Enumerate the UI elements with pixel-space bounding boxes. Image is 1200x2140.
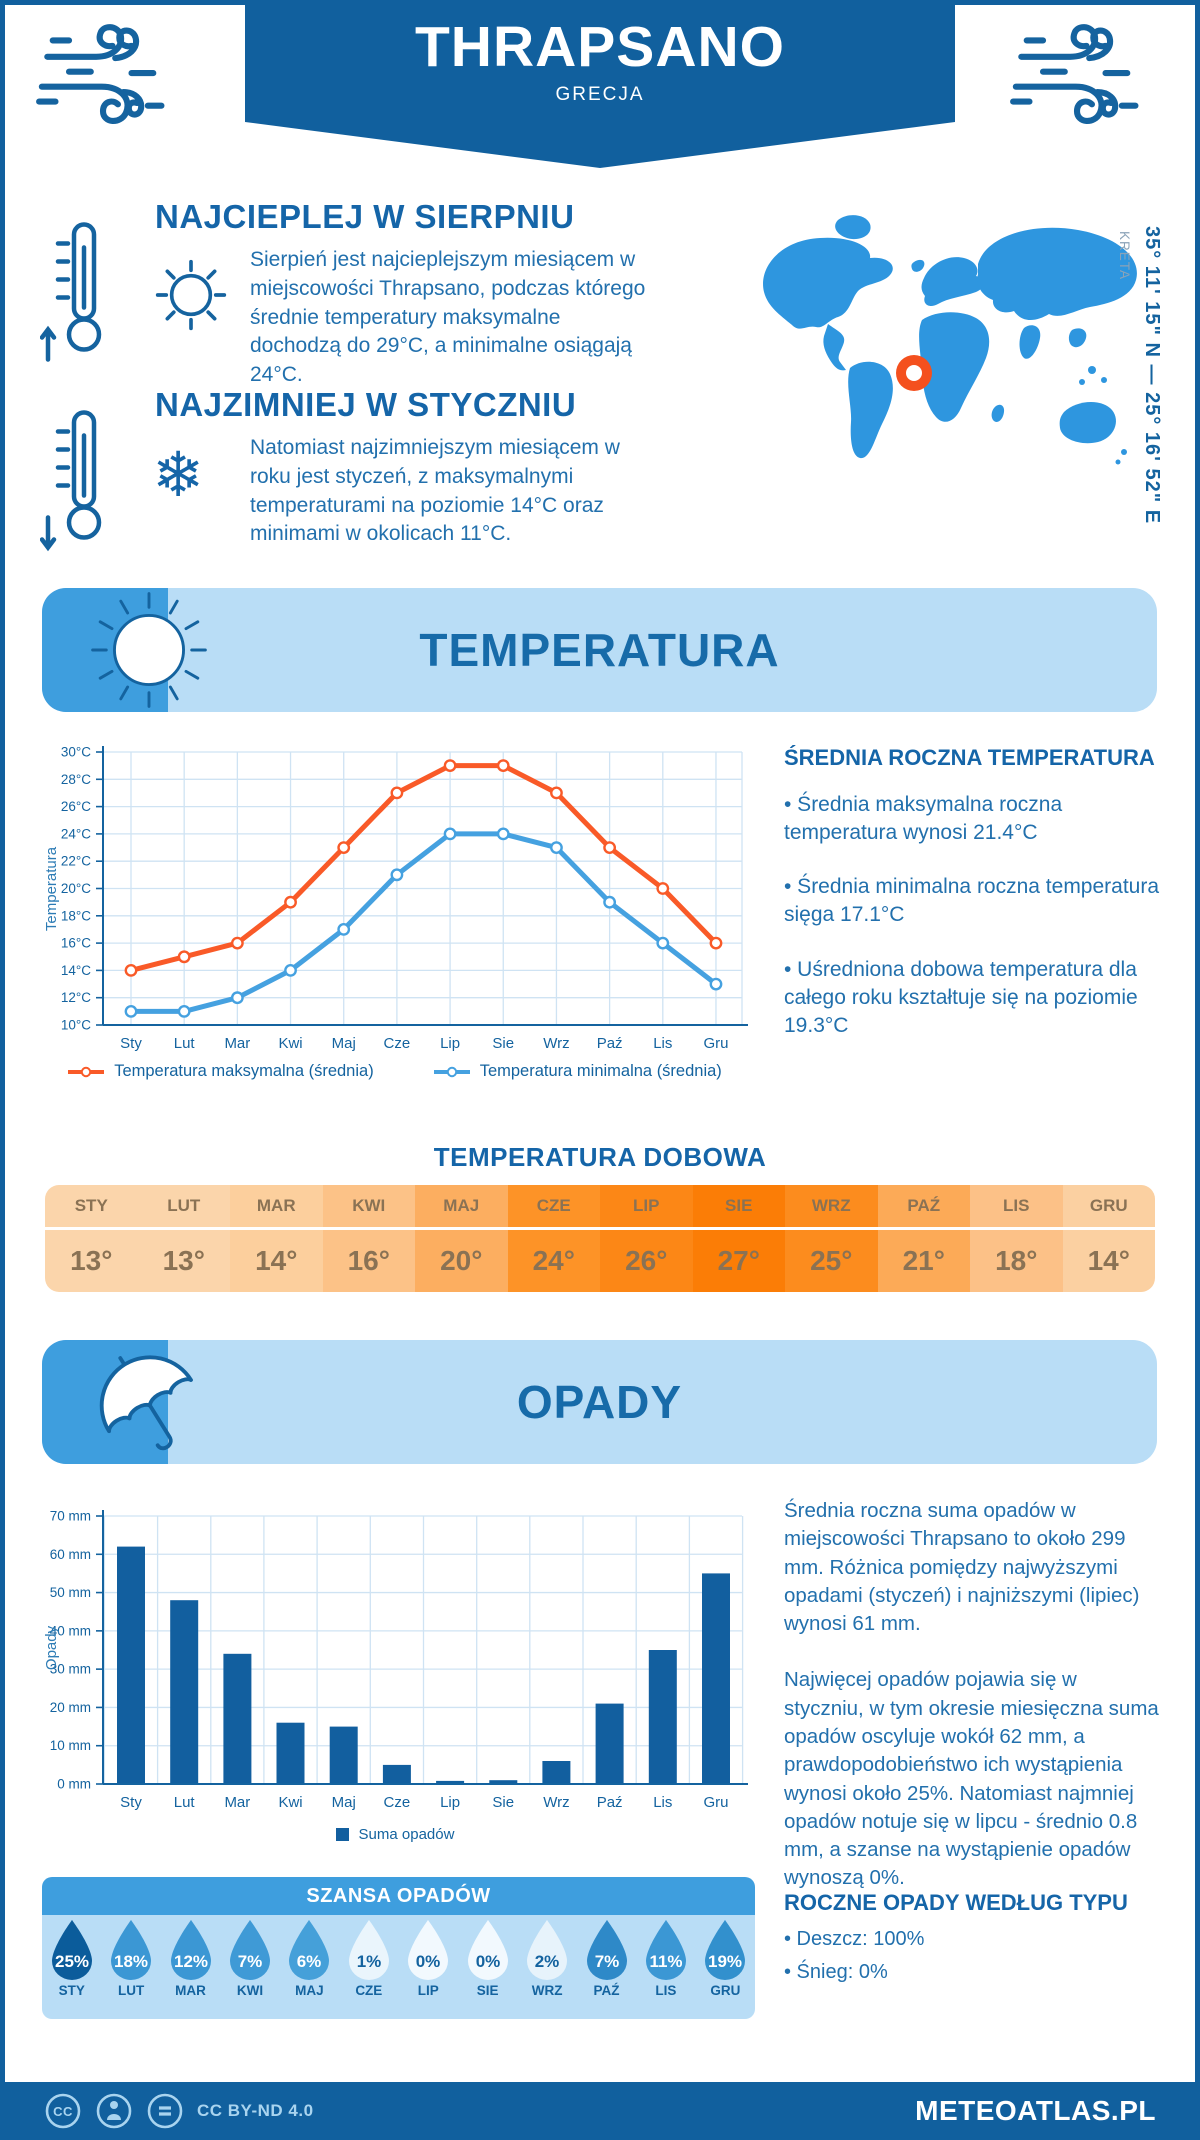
svg-text:Lut: Lut — [173, 1794, 195, 1811]
license-label: CC BY-ND 4.0 — [197, 2101, 314, 2120]
legend-item — [68, 1062, 374, 1081]
chance-month-label: LUT — [118, 1983, 145, 1998]
precipitation-type-bullet: • Deszcz: 100% — [784, 1928, 925, 1950]
raindrop-icon — [226, 1919, 274, 1981]
raindrop-icon — [48, 1919, 96, 1981]
precipitation-chart-legend — [40, 1826, 750, 1843]
chance-drop-cell — [636, 1919, 695, 2019]
banner-ribbon-point — [245, 122, 955, 168]
daily-month-label: MAJ — [415, 1185, 508, 1230]
raindrop-icon — [701, 1919, 749, 1981]
wind-icon — [28, 16, 178, 141]
footer-bar — [0, 2082, 1200, 2140]
daily-table-column — [45, 1185, 138, 1292]
svg-text:50 mm: 50 mm — [49, 1585, 91, 1601]
daily-temp-value: 27° — [717, 1245, 760, 1276]
chance-month-label: MAR — [175, 1983, 206, 1998]
raindrop-icon — [464, 1919, 512, 1981]
daily-temp-value: 18° — [995, 1245, 1038, 1276]
raindrop-icon — [583, 1919, 631, 1981]
svg-text:Cze: Cze — [383, 1794, 411, 1811]
svg-text:Lip: Lip — [440, 1794, 461, 1811]
svg-text:20°C: 20°C — [60, 881, 91, 896]
daily-temp-value: 21° — [902, 1245, 945, 1276]
wind-icon — [1002, 16, 1152, 141]
page-border-left — [0, 0, 5, 2140]
svg-text:Lis: Lis — [653, 1035, 673, 1052]
daily-month-label: CZE — [508, 1185, 601, 1230]
precipitation-chance-drops — [42, 1915, 755, 2019]
chance-month-label: WRZ — [531, 1983, 563, 1998]
location-marker — [896, 355, 932, 391]
svg-text:Wrz: Wrz — [543, 1035, 570, 1052]
daily-temp-value: 20° — [440, 1245, 483, 1276]
daily-month-label: SIE — [693, 1185, 786, 1230]
svg-text:Mar: Mar — [224, 1794, 251, 1811]
chance-month-label: MAJ — [295, 1983, 324, 1998]
svg-text:Sie: Sie — [492, 1035, 515, 1052]
chance-month-label: SIE — [476, 1983, 499, 1998]
daily-table-column — [970, 1185, 1063, 1292]
raindrop-icon — [107, 1919, 155, 1981]
legend-swatch — [336, 1828, 349, 1841]
daily-table-column — [785, 1185, 878, 1292]
daily-table-column — [508, 1185, 601, 1292]
daily-table-column — [230, 1185, 323, 1292]
daily-table-column — [415, 1185, 508, 1292]
raindrop-icon — [285, 1919, 333, 1981]
chance-month-label: CZE — [355, 1983, 383, 1998]
chance-month-label: PAŹ — [593, 1983, 620, 1998]
svg-text:25%: 25% — [54, 1952, 89, 1971]
precipitation-type-block — [784, 1890, 1162, 1986]
daily-table-column — [1063, 1185, 1156, 1292]
temperature-aside-bullet: • Uśredniona dobowa temperatura dla całego roku kształtuje się na poziomie 19.3°C — [784, 957, 1138, 1037]
daily-temp-value: 26° — [625, 1245, 668, 1276]
raindrop-icon — [167, 1919, 215, 1981]
svg-text:Maj: Maj — [331, 1794, 356, 1811]
svg-text:20 mm: 20 mm — [49, 1699, 91, 1715]
legend-item — [336, 1826, 455, 1843]
precipitation-paragraph: Najwięcej opadów pojawia się w styczniu, w tym okresie miesięczna suma opadów oscyluje wokół 62 mm, a prawdopodobieństwo ich wystąpienia wynosi około 25%. Natomiast najmniej opadów notuje się w lipcu - średnio 0.8 mm, a szanse na wystąpienie opadów wynoszą 0%. — [784, 1668, 1159, 1890]
warm-section-title: NAJCIEPLEJ W SIERPNIU — [155, 198, 575, 235]
svg-text:Kwi: Kwi — [278, 1035, 303, 1052]
svg-text:12°C: 12°C — [60, 990, 91, 1006]
svg-text:60 mm: 60 mm — [49, 1546, 91, 1562]
temperature-aside-bullet: • Średnia minimalna roczna temperatura sięga 17.1°C — [784, 875, 1160, 927]
temperature-section-band — [42, 588, 1157, 712]
cc-icon — [44, 2092, 82, 2130]
svg-text:12%: 12% — [173, 1952, 208, 1971]
page-border-right — [1195, 0, 1200, 2140]
svg-text:Sty: Sty — [120, 1035, 142, 1052]
raindrop-icon — [404, 1919, 452, 1981]
raindrop-icon — [345, 1919, 393, 1981]
svg-text:Lis: Lis — [653, 1794, 673, 1811]
daily-month-label: LIP — [600, 1185, 693, 1230]
svg-text:14°C: 14°C — [60, 962, 91, 978]
svg-text:Cze: Cze — [383, 1035, 411, 1052]
svg-text:10 mm: 10 mm — [49, 1738, 91, 1754]
daily-temp-value: 13° — [70, 1245, 113, 1276]
precipitation-band-title: OPADY — [516, 1376, 683, 1428]
precipitation-chance-box — [42, 1877, 755, 2019]
svg-text:7%: 7% — [237, 1952, 263, 1971]
svg-text:24°C: 24°C — [60, 826, 91, 842]
svg-text:6%: 6% — [297, 1952, 322, 1971]
header-banner — [245, 0, 955, 122]
svg-text:Gru: Gru — [703, 1035, 729, 1052]
precipitation-type-bullet: • Śnieg: 0% — [784, 1960, 888, 1983]
svg-text:40 mm: 40 mm — [49, 1623, 91, 1639]
daily-table-column — [323, 1185, 416, 1292]
svg-text:2%: 2% — [534, 1952, 560, 1971]
temperature-line-chart — [40, 737, 750, 1072]
daily-month-label: MAR — [230, 1185, 323, 1230]
chance-drop-cell — [161, 1919, 220, 2019]
chance-drop-cell — [458, 1919, 517, 2019]
sun-band-icon — [84, 590, 214, 710]
chance-drop-cell — [101, 1919, 160, 2019]
temperature-aside-bullet: • Średnia maksymalna roczna temperatura wynosi 21.4°C — [784, 793, 1063, 845]
world-map — [742, 200, 1142, 495]
svg-text:19%: 19% — [708, 1952, 743, 1971]
precipitation-chance-title: SZANSA OPADÓW — [42, 1877, 755, 1915]
license-block — [44, 2092, 314, 2130]
temperature-aside — [784, 745, 1162, 1066]
precipitation-type-title: ROCZNE OPADY WEDŁUG TYPU — [784, 1890, 1128, 1915]
chance-drop-cell — [339, 1919, 398, 2019]
temperature-chart-legend — [40, 1062, 750, 1081]
cc-nd-equals-icon — [146, 2092, 184, 2130]
thermometer-down-icon — [40, 388, 120, 573]
svg-text:Gru: Gru — [703, 1794, 729, 1811]
chance-drop-cell — [517, 1919, 576, 2019]
legend-label: Suma opadów — [358, 1826, 455, 1843]
svg-text:28°C: 28°C — [60, 771, 91, 787]
svg-text:Mar: Mar — [224, 1035, 251, 1052]
sun-icon — [148, 252, 234, 338]
cold-section-title: NAJZIMNIEJ W STYCZNIU — [155, 386, 577, 423]
svg-text:7%: 7% — [594, 1952, 619, 1971]
svg-text:1%: 1% — [356, 1952, 382, 1971]
legend-item — [434, 1062, 722, 1081]
page-subtitle: GRECJA — [555, 84, 645, 105]
svg-text:Wrz: Wrz — [543, 1794, 570, 1811]
legend-label: Temperatura maksymalna (średnia) — [114, 1062, 374, 1080]
precipitation-bar-chart — [40, 1490, 750, 1825]
svg-text:Maj: Maj — [331, 1035, 356, 1052]
chance-drop-cell — [577, 1919, 636, 2019]
svg-text:11%: 11% — [649, 1952, 683, 1971]
daily-table-column — [138, 1185, 231, 1292]
daily-month-label: KWI — [323, 1185, 416, 1230]
daily-month-label: WRZ — [785, 1185, 878, 1230]
svg-text:Sty: Sty — [120, 1794, 142, 1811]
daily-temp-value: 14° — [1087, 1245, 1130, 1276]
chance-month-label: KWI — [236, 1983, 264, 1998]
svg-text:16°C: 16°C — [60, 935, 91, 951]
daily-temp-value: 24° — [532, 1245, 575, 1276]
region-label: KRETA — [1117, 231, 1132, 281]
svg-text:30°C: 30°C — [60, 744, 91, 760]
thermometer-up-icon — [40, 200, 120, 385]
svg-text:Lip: Lip — [440, 1035, 461, 1052]
daily-table-column — [693, 1185, 786, 1292]
chance-drop-cell — [696, 1919, 755, 2019]
page-title: THRAPSANO — [414, 15, 785, 79]
daily-month-label: LIS — [970, 1185, 1063, 1230]
chance-drop-cell — [220, 1919, 279, 2019]
daily-month-label: STY — [45, 1185, 138, 1230]
raindrop-icon — [523, 1919, 571, 1981]
daily-temp-value: 16° — [347, 1245, 390, 1276]
daily-month-label: PAŹ — [878, 1185, 971, 1230]
chance-drop-cell — [42, 1919, 101, 2019]
svg-text:10°C: 10°C — [60, 1017, 91, 1033]
svg-text:30 mm: 30 mm — [49, 1661, 91, 1677]
daily-temp-value: 25° — [810, 1245, 853, 1276]
svg-text:Paź: Paź — [596, 1794, 623, 1811]
coordinates-label: 35° 11' 15" N — 25° 16' 52" E — [1141, 226, 1163, 525]
svg-text:22°C: 22°C — [60, 853, 91, 869]
svg-text:Opady: Opady — [43, 1625, 60, 1671]
svg-text:0%: 0% — [415, 1952, 441, 1971]
daily-month-label: LUT — [138, 1185, 231, 1230]
temperature-band-title: TEMPERATURA — [419, 624, 780, 676]
cold-section-text: Natomiast najzimniejszym miesiącem w roku jest styczeń, z maksymalnymi temperaturami na poziomie 14°C oraz minimami w okolicach 11°C. — [250, 436, 620, 546]
svg-text:Temperatura: Temperatura — [43, 846, 60, 932]
chance-month-label: LIS — [655, 1983, 677, 1998]
daily-temp-value: 13° — [162, 1245, 205, 1276]
svg-text:Paź: Paź — [596, 1035, 623, 1052]
chance-drop-cell — [399, 1919, 458, 2019]
svg-text:0 mm: 0 mm — [57, 1776, 91, 1792]
precipitation-section-band — [42, 1340, 1157, 1464]
precipitation-aside — [784, 1497, 1162, 1893]
daily-temp-value: 14° — [255, 1245, 298, 1276]
precipitation-paragraph: Średnia roczna suma opadów w miejscowości Thrapsano to około 299 mm. Różnica pomiędzy najwyższymi opadami (styczeń) i najniższymi (lipiec) wynosi 61 mm. — [784, 1499, 1140, 1636]
site-name: METEOATLAS.PL — [915, 2095, 1156, 2126]
cc-by-person-icon — [95, 2092, 133, 2130]
warm-section-text: Sierpień jest najcieplejszym miesiącem w miejscowości Thrapsano, podczas którego średnie temperatury maksymalne dochodzą do 29°C, a minimalne osiągają 24°C. — [250, 248, 646, 387]
raindrop-icon — [642, 1919, 690, 1981]
daily-table-column — [878, 1185, 971, 1292]
umbrella-icon — [86, 1346, 212, 1462]
legend-marker — [68, 1066, 104, 1078]
daily-table-column — [600, 1185, 693, 1292]
snowflake-icon: ❄ — [152, 441, 204, 510]
daily-temperature-table — [45, 1185, 1155, 1292]
svg-text:0%: 0% — [475, 1952, 500, 1971]
svg-text:Kwi: Kwi — [278, 1794, 303, 1811]
chance-month-label: LIP — [417, 1983, 439, 1998]
svg-text:Sie: Sie — [492, 1794, 515, 1811]
legend-label: Temperatura minimalna (średnia) — [479, 1062, 722, 1080]
svg-text:18%: 18% — [114, 1952, 149, 1971]
daily-month-label: GRU — [1063, 1185, 1156, 1230]
chance-month-label: STY — [58, 1983, 85, 1998]
daily-temperature-title: TEMPERATURA DOBOWA — [433, 1142, 767, 1172]
svg-text:26°C: 26°C — [60, 799, 91, 815]
svg-text:CC: CC — [53, 2104, 73, 2119]
chance-drop-cell — [280, 1919, 339, 2019]
svg-text:Lut: Lut — [173, 1035, 195, 1052]
legend-marker — [434, 1066, 470, 1078]
temperature-aside-title: ŚREDNIA ROCZNA TEMPERATURA — [784, 745, 1155, 770]
chance-month-label: GRU — [710, 1983, 741, 1998]
svg-text:70 mm: 70 mm — [49, 1508, 91, 1524]
svg-text:18°C: 18°C — [60, 908, 91, 924]
